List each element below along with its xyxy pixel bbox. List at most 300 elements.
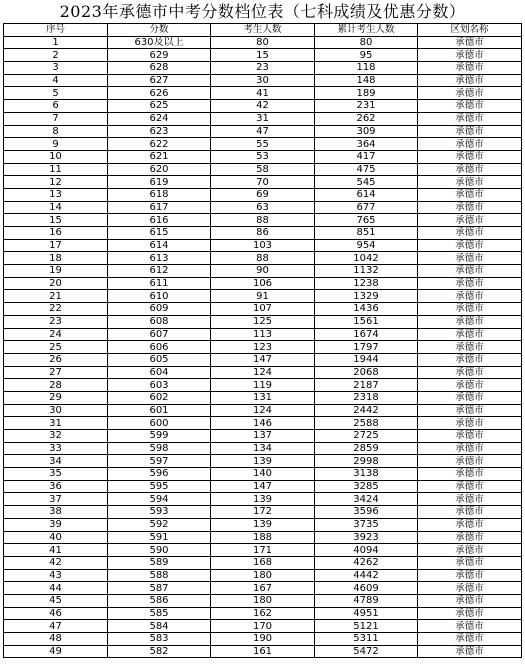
cell-count: 15 (211, 49, 315, 62)
cell-cumulative: 3424 (315, 493, 418, 506)
cell-score: 610 (108, 290, 211, 303)
table-row (4, 290, 522, 303)
cell-region: 承德市 (418, 531, 522, 544)
cell-index: 40 (4, 531, 108, 544)
cell-cumulative: 4442 (315, 569, 418, 582)
cell-region: 承德市 (418, 442, 522, 455)
cell-region: 承德市 (418, 582, 522, 595)
cell-cumulative: 95 (315, 49, 418, 62)
cell-region: 承德市 (418, 569, 522, 582)
table-row (4, 112, 522, 125)
cell-score: 591 (108, 531, 211, 544)
cell-cumulative: 3596 (315, 506, 418, 519)
cell-region: 承德市 (418, 163, 522, 176)
cell-score: 601 (108, 404, 211, 417)
cell-score: 614 (108, 239, 211, 252)
cell-region: 承德市 (418, 556, 522, 569)
table-row (4, 379, 522, 392)
cell-cumulative: 614 (315, 188, 418, 201)
cell-region: 承德市 (418, 265, 522, 278)
cell-region: 承德市 (418, 645, 522, 658)
table-row (4, 125, 522, 138)
table-row (4, 518, 522, 531)
cell-region: 承德市 (418, 518, 522, 531)
cell-count: 69 (211, 188, 315, 201)
cell-cumulative: 189 (315, 87, 418, 100)
cell-cumulative: 4094 (315, 544, 418, 557)
cell-index: 36 (4, 480, 108, 493)
cell-index: 12 (4, 176, 108, 189)
cell-region: 承德市 (418, 379, 522, 392)
cell-region: 承德市 (418, 493, 522, 506)
cell-region: 承德市 (418, 620, 522, 633)
cell-region: 承德市 (418, 176, 522, 189)
cell-index: 34 (4, 455, 108, 468)
cell-score: 593 (108, 506, 211, 519)
table-row (4, 544, 522, 557)
header-score: 分数 (108, 24, 211, 37)
cell-cumulative: 851 (315, 227, 418, 240)
cell-cumulative: 475 (315, 163, 418, 176)
cell-index: 1 (4, 36, 108, 49)
cell-region: 承德市 (418, 544, 522, 557)
table-row (4, 150, 522, 163)
cell-index: 11 (4, 163, 108, 176)
cell-region: 承德市 (418, 62, 522, 75)
table-row (4, 556, 522, 569)
cell-count: 47 (211, 125, 315, 138)
cell-count: 70 (211, 176, 315, 189)
cell-score: 603 (108, 379, 211, 392)
cell-count: 113 (211, 328, 315, 341)
cell-cumulative: 5311 (315, 633, 418, 646)
cell-index: 20 (4, 277, 108, 290)
cell-score: 619 (108, 176, 211, 189)
cell-score: 621 (108, 150, 211, 163)
cell-cumulative: 545 (315, 176, 418, 189)
cell-region: 承德市 (418, 201, 522, 214)
cell-cumulative: 2859 (315, 442, 418, 455)
table-row (4, 455, 522, 468)
cell-region: 承德市 (418, 290, 522, 303)
cell-count: 124 (211, 366, 315, 379)
cell-score: 597 (108, 455, 211, 468)
table-row (4, 163, 522, 176)
cell-region: 承德市 (418, 328, 522, 341)
cell-region: 承德市 (418, 125, 522, 138)
table-row (4, 265, 522, 278)
cell-score: 606 (108, 341, 211, 354)
cell-score: 605 (108, 353, 211, 366)
cell-count: 58 (211, 163, 315, 176)
cell-count: 167 (211, 582, 315, 595)
cell-count: 172 (211, 506, 315, 519)
cell-score: 588 (108, 569, 211, 582)
cell-region: 承德市 (418, 417, 522, 430)
cell-count: 139 (211, 493, 315, 506)
cell-index: 15 (4, 214, 108, 227)
cell-count: 103 (211, 239, 315, 252)
cell-cumulative: 1944 (315, 353, 418, 366)
table-row (4, 303, 522, 316)
header-index: 序号 (4, 24, 108, 37)
cell-region: 承德市 (418, 36, 522, 49)
cell-region: 承德市 (418, 455, 522, 468)
cell-score: 584 (108, 620, 211, 633)
cell-index: 22 (4, 303, 108, 316)
cell-cumulative: 5121 (315, 620, 418, 633)
cell-count: 139 (211, 455, 315, 468)
cell-index: 48 (4, 633, 108, 646)
cell-region: 承德市 (418, 430, 522, 443)
cell-region: 承德市 (418, 315, 522, 328)
table-row (4, 138, 522, 151)
cell-cumulative: 4609 (315, 582, 418, 595)
table-row (4, 468, 522, 481)
table-row (4, 404, 522, 417)
cell-cumulative: 765 (315, 214, 418, 227)
cell-count: 86 (211, 227, 315, 240)
cell-cumulative: 1674 (315, 328, 418, 341)
cell-score: 624 (108, 112, 211, 125)
table-row (4, 36, 522, 49)
cell-count: 161 (211, 645, 315, 658)
cell-index: 21 (4, 290, 108, 303)
cell-score: 616 (108, 214, 211, 227)
cell-region: 承德市 (418, 74, 522, 87)
cell-cumulative: 2998 (315, 455, 418, 468)
cell-region: 承德市 (418, 100, 522, 113)
cell-cumulative: 4262 (315, 556, 418, 569)
cell-cumulative: 2068 (315, 366, 418, 379)
table-row (4, 62, 522, 75)
cell-index: 31 (4, 417, 108, 430)
cell-count: 41 (211, 87, 315, 100)
cell-score: 608 (108, 315, 211, 328)
table-row (4, 607, 522, 620)
cell-count: 131 (211, 391, 315, 404)
cell-count: 42 (211, 100, 315, 113)
cell-index: 38 (4, 506, 108, 519)
table-row (4, 252, 522, 265)
cell-index: 25 (4, 341, 108, 354)
table-row (4, 645, 522, 658)
cell-index: 39 (4, 518, 108, 531)
cell-index: 18 (4, 252, 108, 265)
cell-index: 26 (4, 353, 108, 366)
header-cumulative: 累计考生人数 (315, 24, 418, 37)
cell-cumulative: 4951 (315, 607, 418, 620)
cell-count: 162 (211, 607, 315, 620)
cell-index: 49 (4, 645, 108, 658)
cell-region: 承德市 (418, 404, 522, 417)
cell-count: 140 (211, 468, 315, 481)
cell-score: 595 (108, 480, 211, 493)
cell-index: 4 (4, 74, 108, 87)
cell-region: 承德市 (418, 303, 522, 316)
table-row (4, 214, 522, 227)
table-row (4, 442, 522, 455)
cell-cumulative: 2725 (315, 430, 418, 443)
page-title: 2023年承德市中考分数档位表（七科成绩及优惠分数） (59, 2, 466, 21)
cell-region: 承德市 (418, 506, 522, 519)
cell-score: 611 (108, 277, 211, 290)
cell-score: 628 (108, 62, 211, 75)
cell-region: 承德市 (418, 150, 522, 163)
cell-count: 147 (211, 480, 315, 493)
cell-region: 承德市 (418, 468, 522, 481)
cell-index: 35 (4, 468, 108, 481)
cell-region: 承德市 (418, 49, 522, 62)
cell-score: 607 (108, 328, 211, 341)
cell-score: 629 (108, 49, 211, 62)
cell-count: 147 (211, 353, 315, 366)
table-row (4, 633, 522, 646)
cell-index: 7 (4, 112, 108, 125)
table-row (4, 594, 522, 607)
cell-count: 119 (211, 379, 315, 392)
table-body (4, 36, 522, 658)
cell-count: 188 (211, 531, 315, 544)
cell-index: 9 (4, 138, 108, 151)
table-row (4, 341, 522, 354)
cell-count: 55 (211, 138, 315, 151)
table-row (4, 582, 522, 595)
cell-cumulative: 3285 (315, 480, 418, 493)
cell-index: 2 (4, 49, 108, 62)
cell-count: 180 (211, 569, 315, 582)
cell-index: 28 (4, 379, 108, 392)
cell-index: 19 (4, 265, 108, 278)
cell-score: 585 (108, 607, 211, 620)
cell-cumulative: 677 (315, 201, 418, 214)
cell-score: 609 (108, 303, 211, 316)
cell-count: 31 (211, 112, 315, 125)
header-region: 区划名称 (418, 24, 522, 37)
cell-count: 106 (211, 277, 315, 290)
cell-score: 625 (108, 100, 211, 113)
cell-cumulative: 80 (315, 36, 418, 49)
cell-index: 14 (4, 201, 108, 214)
cell-cumulative: 4789 (315, 594, 418, 607)
cell-score: 600 (108, 417, 211, 430)
cell-count: 168 (211, 556, 315, 569)
cell-cumulative: 1329 (315, 290, 418, 303)
table-row (4, 315, 522, 328)
cell-score: 589 (108, 556, 211, 569)
cell-score: 587 (108, 582, 211, 595)
table-row (4, 417, 522, 430)
cell-score: 630及以上 (108, 36, 211, 49)
cell-index: 3 (4, 62, 108, 75)
cell-count: 124 (211, 404, 315, 417)
cell-cumulative: 262 (315, 112, 418, 125)
cell-score: 627 (108, 74, 211, 87)
cell-region: 承德市 (418, 480, 522, 493)
cell-count: 23 (211, 62, 315, 75)
cell-cumulative: 148 (315, 74, 418, 87)
cell-score: 586 (108, 594, 211, 607)
cell-count: 123 (211, 341, 315, 354)
cell-score: 596 (108, 468, 211, 481)
cell-index: 16 (4, 227, 108, 240)
cell-count: 171 (211, 544, 315, 557)
cell-score: 599 (108, 430, 211, 443)
cell-score: 590 (108, 544, 211, 557)
table-row (4, 430, 522, 443)
table-row (4, 49, 522, 62)
table-row (4, 328, 522, 341)
table-row (4, 277, 522, 290)
cell-score: 626 (108, 87, 211, 100)
cell-index: 42 (4, 556, 108, 569)
table-row (4, 87, 522, 100)
table-row (4, 176, 522, 189)
table-row (4, 227, 522, 240)
cell-score: 583 (108, 633, 211, 646)
cell-cumulative: 1797 (315, 341, 418, 354)
cell-region: 承德市 (418, 227, 522, 240)
cell-cumulative: 5472 (315, 645, 418, 658)
cell-cumulative: 2442 (315, 404, 418, 417)
cell-index: 44 (4, 582, 108, 595)
cell-index: 32 (4, 430, 108, 443)
table-row (4, 188, 522, 201)
table-row (4, 201, 522, 214)
table-row (4, 493, 522, 506)
cell-cumulative: 3923 (315, 531, 418, 544)
cell-index: 27 (4, 366, 108, 379)
cell-score: 594 (108, 493, 211, 506)
cell-region: 承德市 (418, 214, 522, 227)
table-row (4, 569, 522, 582)
cell-region: 承德市 (418, 252, 522, 265)
cell-index: 46 (4, 607, 108, 620)
table-row (4, 239, 522, 252)
table-row (4, 480, 522, 493)
cell-index: 47 (4, 620, 108, 633)
cell-region: 承德市 (418, 277, 522, 290)
cell-cumulative: 2187 (315, 379, 418, 392)
table-row (4, 366, 522, 379)
cell-count: 137 (211, 430, 315, 443)
cell-score: 613 (108, 252, 211, 265)
cell-score: 620 (108, 163, 211, 176)
cell-cumulative: 3138 (315, 468, 418, 481)
table-row (4, 74, 522, 87)
cell-count: 80 (211, 36, 315, 49)
cell-cumulative: 309 (315, 125, 418, 138)
cell-region: 承德市 (418, 239, 522, 252)
cell-count: 170 (211, 620, 315, 633)
score-table (3, 23, 522, 658)
cell-cumulative: 1561 (315, 315, 418, 328)
cell-count: 30 (211, 74, 315, 87)
cell-region: 承德市 (418, 594, 522, 607)
cell-count: 90 (211, 265, 315, 278)
cell-index: 8 (4, 125, 108, 138)
cell-count: 88 (211, 252, 315, 265)
cell-region: 承德市 (418, 353, 522, 366)
cell-count: 91 (211, 290, 315, 303)
cell-count: 125 (211, 315, 315, 328)
cell-score: 623 (108, 125, 211, 138)
cell-region: 承德市 (418, 87, 522, 100)
cell-region: 承德市 (418, 188, 522, 201)
cell-region: 承德市 (418, 633, 522, 646)
cell-index: 37 (4, 493, 108, 506)
cell-score: 615 (108, 227, 211, 240)
cell-cumulative: 2318 (315, 391, 418, 404)
cell-score: 598 (108, 442, 211, 455)
cell-cumulative: 2588 (315, 417, 418, 430)
table-header-row (4, 24, 522, 37)
cell-count: 134 (211, 442, 315, 455)
cell-score: 604 (108, 366, 211, 379)
cell-region: 承德市 (418, 366, 522, 379)
cell-count: 146 (211, 417, 315, 430)
cell-index: 10 (4, 150, 108, 163)
cell-count: 53 (211, 150, 315, 163)
cell-cumulative: 231 (315, 100, 418, 113)
table-row (4, 506, 522, 519)
cell-region: 承德市 (418, 341, 522, 354)
cell-count: 190 (211, 633, 315, 646)
cell-count: 139 (211, 518, 315, 531)
cell-index: 43 (4, 569, 108, 582)
cell-score: 618 (108, 188, 211, 201)
cell-score: 592 (108, 518, 211, 531)
cell-index: 23 (4, 315, 108, 328)
header-count: 考生人数 (211, 24, 315, 37)
cell-index: 33 (4, 442, 108, 455)
cell-score: 612 (108, 265, 211, 278)
cell-cumulative: 1436 (315, 303, 418, 316)
table-row (4, 100, 522, 113)
cell-count: 180 (211, 594, 315, 607)
cell-index: 45 (4, 594, 108, 607)
cell-cumulative: 1238 (315, 277, 418, 290)
cell-index: 30 (4, 404, 108, 417)
cell-count: 88 (211, 214, 315, 227)
table-row (4, 531, 522, 544)
cell-cumulative: 954 (315, 239, 418, 252)
cell-score: 617 (108, 201, 211, 214)
cell-region: 承德市 (418, 391, 522, 404)
cell-index: 13 (4, 188, 108, 201)
cell-region: 承德市 (418, 607, 522, 620)
table-row (4, 391, 522, 404)
cell-score: 582 (108, 645, 211, 658)
cell-count: 63 (211, 201, 315, 214)
cell-cumulative: 3735 (315, 518, 418, 531)
cell-cumulative: 1132 (315, 265, 418, 278)
cell-region: 承德市 (418, 138, 522, 151)
table-row (4, 353, 522, 366)
cell-cumulative: 1042 (315, 252, 418, 265)
table-row (4, 620, 522, 633)
cell-region: 承德市 (418, 112, 522, 125)
cell-cumulative: 118 (315, 62, 418, 75)
cell-index: 41 (4, 544, 108, 557)
cell-index: 29 (4, 391, 108, 404)
cell-score: 622 (108, 138, 211, 151)
cell-index: 24 (4, 328, 108, 341)
cell-cumulative: 364 (315, 138, 418, 151)
cell-count: 107 (211, 303, 315, 316)
cell-score: 602 (108, 391, 211, 404)
cell-cumulative: 417 (315, 150, 418, 163)
